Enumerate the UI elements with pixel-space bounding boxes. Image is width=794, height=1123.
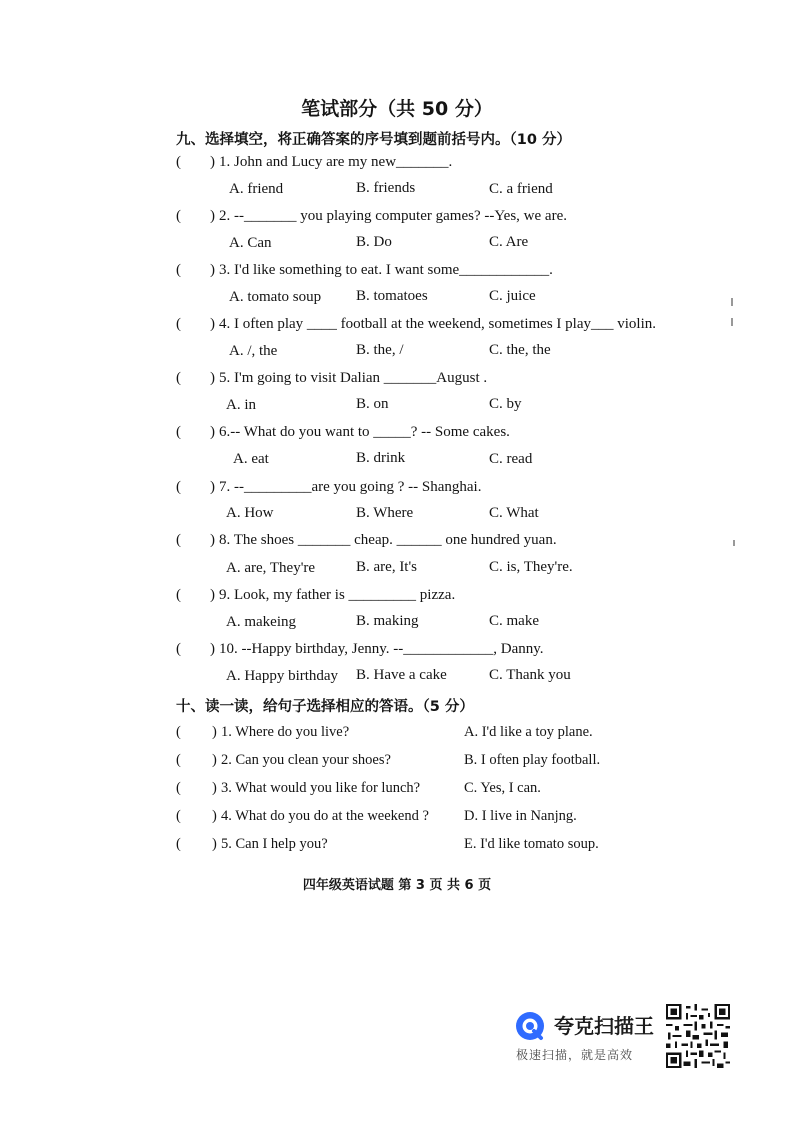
match-question: 5. Can I help you?: [221, 836, 328, 852]
answer-paren-right: ): [210, 424, 215, 440]
answer-paren-right: ): [212, 724, 217, 740]
option-b: B. Have a cake: [356, 667, 447, 683]
answer-paren-right: ): [210, 208, 215, 224]
option-a: A. eat: [233, 451, 269, 467]
question-stem: 7. --_________are you going ? -- Shanghai.: [219, 479, 482, 495]
option-c: C. What: [489, 505, 539, 521]
answer-paren-left: (: [176, 370, 181, 386]
match-question: 3. What would you like for lunch?: [221, 780, 421, 796]
scan-edge-mark: [733, 540, 735, 546]
match-question: 1. Where do you live?: [221, 724, 350, 740]
answer-paren-right: ): [210, 370, 215, 386]
question-stem: 10. --Happy birthday, Jenny. --____________, Danny.: [219, 641, 544, 657]
option-a: A. /, the: [229, 343, 278, 359]
match-answer: D. I live in Nanjng.: [464, 808, 577, 824]
option-c: C. a friend: [489, 181, 553, 197]
match-question: 4. What do you do at the weekend ?: [221, 808, 429, 824]
option-c: C. is, They're.: [489, 559, 573, 575]
page-title: 笔试部分（共 50 分）: [301, 98, 493, 120]
answer-paren-right: ): [210, 641, 215, 657]
answer-paren-left: (: [176, 316, 181, 332]
question-stem: 5. I'm going to visit Dalian _______August .: [219, 370, 488, 386]
answer-paren-right: ): [212, 752, 217, 768]
answer-paren-left: (: [176, 479, 181, 495]
scan-edge-mark: [731, 318, 733, 326]
option-b: B. are, It's: [356, 559, 418, 575]
option-a: A. are, They're: [226, 560, 316, 576]
match-answer: A. I'd like a toy plane.: [464, 724, 593, 740]
question-stem: 2. --_______ you playing computer games? --Yes, we are.: [219, 208, 567, 224]
question-stem: 9. Look, my father is _________ pizza.: [219, 587, 456, 603]
answer-paren-right: ): [210, 262, 215, 278]
option-a: A. makeing: [226, 614, 296, 630]
option-c: C. juice: [489, 288, 536, 304]
answer-paren-right: ): [210, 154, 215, 170]
answer-paren-left: (: [176, 208, 181, 224]
answer-paren-left: (: [176, 262, 181, 278]
answer-paren-left: (: [176, 641, 181, 657]
section-10-heading: 十、读一读，给句子选择相应的答语。（5 分）: [176, 699, 474, 715]
answer-paren-right: ): [212, 808, 217, 824]
answer-paren-right: ): [212, 780, 217, 796]
page-footer: 四年级英语试题 第 3 页 共 6 页: [302, 878, 492, 893]
question-stem: 8. The shoes _______ cheap. ______ one hundred yuan.: [219, 532, 557, 548]
quark-logo-icon: [514, 1010, 546, 1042]
question-stem: 4. I often play ____ football at the weekend, sometimes I play___ violin.: [219, 316, 656, 332]
option-b: B. the, /: [356, 342, 404, 358]
question-stem: 3. I'd like something to eat. I want some____________.: [219, 262, 553, 278]
scanner-slogan: 极速扫描，就是高效: [516, 1048, 634, 1062]
match-question: 2. Can you clean your shoes?: [221, 752, 391, 768]
option-c: C. read: [489, 451, 533, 467]
answer-paren-right: ): [212, 836, 217, 852]
option-b: B. making: [356, 613, 419, 629]
option-c: C. by: [489, 396, 522, 412]
answer-paren-right: ): [210, 316, 215, 332]
answer-paren-left: (: [176, 836, 181, 852]
match-answer: E. I'd like tomato soup.: [464, 836, 599, 852]
answer-paren-right: ): [210, 532, 215, 548]
option-b: B. tomatoes: [356, 288, 428, 304]
option-a: A. How: [226, 505, 274, 521]
answer-paren-left: (: [176, 780, 181, 796]
option-a: A. tomato soup: [229, 289, 322, 305]
option-a: A. Can: [229, 235, 272, 251]
answer-paren-left: (: [176, 808, 181, 824]
answer-paren-left: (: [176, 532, 181, 548]
option-b: B. drink: [356, 450, 406, 466]
option-c: C. the, the: [489, 342, 551, 358]
match-answer: C. Yes, I can.: [464, 780, 541, 796]
match-answer: B. I often play football.: [464, 752, 601, 768]
answer-paren-left: (: [176, 587, 181, 603]
option-c: C. make: [489, 613, 539, 629]
question-stem: 6.-- What do you want to _____? -- Some cakes.: [219, 424, 510, 440]
option-b: B. friends: [356, 180, 416, 196]
option-b: B. Where: [356, 505, 414, 521]
option-a: A. Happy birthday: [226, 668, 339, 684]
option-a: A. friend: [229, 181, 284, 197]
option-a: A. in: [226, 397, 256, 413]
option-b: B. Do: [356, 234, 392, 250]
answer-paren-right: ): [210, 587, 215, 603]
answer-paren-left: (: [176, 752, 181, 768]
answer-paren-left: (: [176, 154, 181, 170]
option-c: C. Are: [489, 234, 529, 250]
question-stem: 1. John and Lucy are my new_______.: [219, 154, 453, 170]
section-9-heading: 九、选择填空，将正确答案的序号填到题前括号内。（10 分）: [176, 132, 571, 148]
qr-code-icon: [666, 1004, 730, 1068]
option-b: B. on: [356, 396, 389, 412]
answer-paren-right: ): [210, 479, 215, 495]
answer-paren-left: (: [176, 724, 181, 740]
scanner-brand-name: 夸克扫描王: [554, 1014, 654, 1038]
scan-edge-mark: [731, 298, 733, 306]
option-c: C. Thank you: [489, 667, 571, 683]
answer-paren-left: (: [176, 424, 181, 440]
